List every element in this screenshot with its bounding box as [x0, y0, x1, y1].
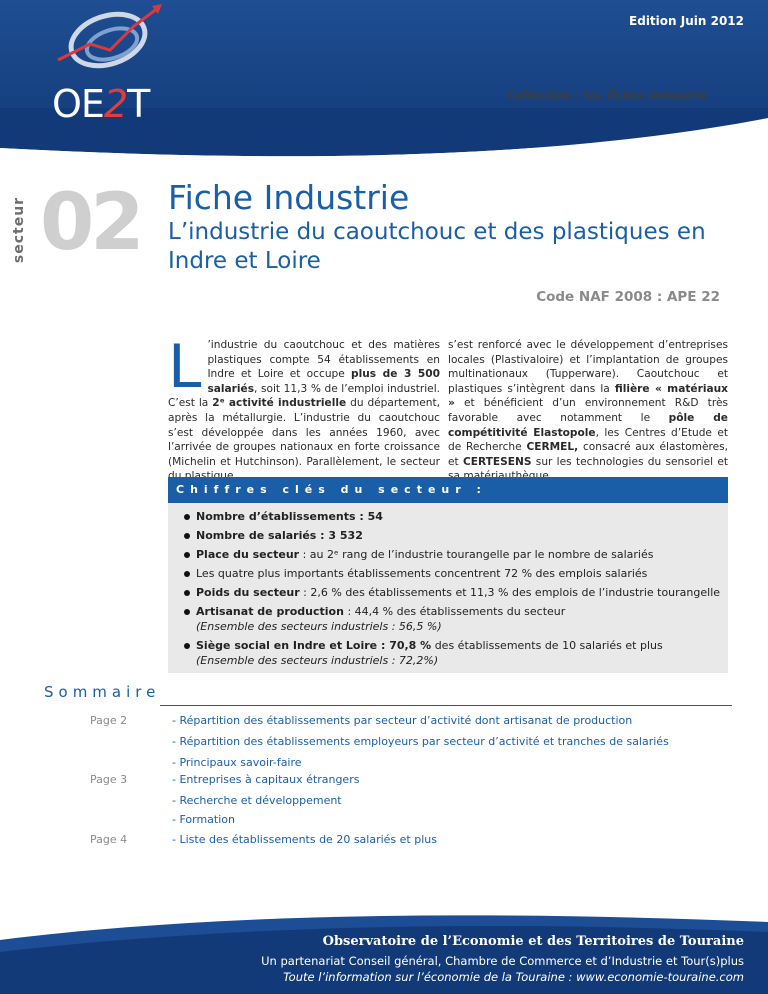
key-figure-item: Poids du secteur : 2,6 % des établissements et 11,3 % des emplois de l’industrie tourangelle — [184, 585, 720, 600]
sommaire-page: Page 4 — [90, 833, 128, 846]
footer-partnership: Un partenariat Conseil général, Chambre de Commerce et d’Industrie et Tour(s)plus — [261, 954, 744, 968]
bullet-icon — [184, 609, 190, 615]
naf-code: Code NAF 2008 : APE 22 — [536, 289, 720, 305]
key-figures-header: Chiffres clés du secteur : — [168, 477, 728, 503]
edition-label: Edition Juin 2012 — [629, 14, 744, 28]
bullet-icon — [184, 643, 190, 649]
sommaire-link[interactable]: - Recherche et développement — [172, 794, 342, 807]
sommaire-page: Page 3 — [90, 773, 128, 786]
footer-website[interactable]: Toute l’information sur l’économie de la Touraine : www.economie-touraine.com — [283, 970, 744, 984]
key-figure-item: Artisanat de production : 44,4 % des établissements du secteur (Ensemble des secteurs industriels : 56,5 %) — [184, 604, 565, 634]
bullet-icon — [184, 590, 190, 596]
intro-column-left: L ’industrie du caoutchouc et des matières plastiques compte 54 établissements en Indre et Loire et occupe plus de 3 500 salariés, soit 11,3 % de l’emploi industriel. C’est la 2ᵉ activité industrielle du département, après la métallurgie. L’industrie du caoutchouc s’est développée dans les années 1960, avec l’arrivée de groupes nationaux en forte croissance (Michelin et Hutchinson). Parallèlement, le secteur — [168, 332, 440, 468]
intro-column-right: s’est renforcé avec le développement d’entreprises locales (Plastivaloire) et l’implantation de groupes multinationaux (Tupperware). Caoutchouc et plastiques s’intègrent dans la filière « matériaux » et bénéficient d’un environnement R&D très favorable avec notamment le pôle de compétitivité Elastopole, les Centres d’Etude et de Recherche CERMEL, consacré aux élastomères, et CERTESENS sur les technologies du sensoriel et — [448, 339, 728, 468]
page-title: Fiche Industrie — [168, 178, 410, 217]
sector-number: 02 — [40, 178, 141, 268]
sommaire-link[interactable]: - Formation — [172, 813, 235, 826]
key-figures-box — [168, 503, 728, 673]
sommaire-title: Sommaire — [44, 683, 161, 701]
footer-title: Observatoire de l’Economie et des Territoires de Touraine — [322, 934, 744, 949]
key-figure-item: Nombre de salariés : 3 532 — [184, 528, 363, 543]
bullet-icon — [184, 552, 190, 558]
sommaire-page: Page 2 — [90, 714, 128, 727]
logo-text: OE2T — [52, 82, 150, 126]
sommaire-link[interactable]: - Répartition des établissements employeurs par secteur d’activité et tranches de salariés — [172, 735, 669, 748]
key-figure-item: Les quatre plus importants établissements concentrent 72 % des emplois salariés — [184, 566, 647, 581]
sommaire-link[interactable]: - Répartition des établissements par secteur d’activité dont artisanat de production — [172, 714, 633, 727]
divider — [160, 705, 732, 706]
page-subtitle: L’industrie du caoutchouc et des plastiques en Indre et Loire — [168, 219, 706, 274]
bullet-icon — [184, 571, 190, 577]
collection-label: Collection : les fiches Industrie — [507, 88, 708, 102]
sector-label: secteur — [11, 196, 28, 264]
drop-cap: L — [168, 332, 202, 402]
sommaire-link[interactable]: - Entreprises à capitaux étrangers — [172, 773, 360, 786]
bullet-icon — [184, 533, 190, 539]
key-figure-item: Place du secteur : au 2ᵉ rang de l’industrie tourangelle par le nombre de salariés — [184, 547, 653, 562]
sommaire-link[interactable]: - Principaux savoir-faire — [172, 756, 302, 769]
sommaire-link[interactable]: - Liste des établissements de 20 salariés et plus — [172, 833, 437, 846]
key-figure-item: Nombre d’établissements : 54 — [184, 509, 383, 524]
key-figure-item: Siège social en Indre et Loire : 70,8 % des établissements de 10 salariés et plus (Ensemble des secteurs industriels : 72,2%) — [184, 638, 663, 668]
bullet-icon — [184, 514, 190, 520]
